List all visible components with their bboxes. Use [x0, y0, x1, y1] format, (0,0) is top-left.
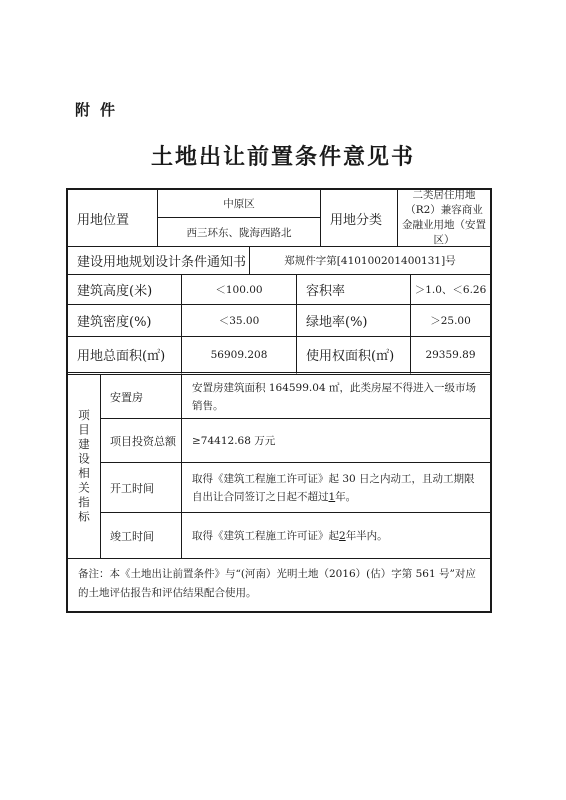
- completion-time-suffix: 年半内。: [345, 529, 388, 542]
- document-title: 土地出让前置条件意见书: [150, 144, 415, 170]
- landuse-label: 用地分类: [321, 190, 398, 247]
- start-time-suffix: 年。: [335, 490, 357, 503]
- attachment-label: 附件: [75, 101, 126, 119]
- location-street: 西三环东、陇海西路北: [158, 218, 321, 247]
- height-label: 建筑高度(米): [68, 275, 182, 305]
- row-content-start-time: [182, 463, 490, 513]
- project-indicators-text: 项目建设相关指标: [77, 408, 91, 525]
- density-value: ＜35.00: [182, 305, 297, 337]
- green-label: 绿地率(%): [297, 305, 411, 337]
- notice-label: 建设用地规划设计条件通知书: [68, 247, 250, 275]
- completion-time-years: 2: [339, 529, 346, 542]
- row-content-resettlement: 安置房建筑面积 164599.04 ㎡，此类房屋不得进入一级市场销售。: [182, 375, 490, 419]
- height-value: ＜100.00: [182, 275, 297, 305]
- row-label-resettlement: 安置房: [101, 375, 182, 419]
- green-value: ＞25.00: [411, 305, 490, 337]
- row-label-completion-time: 竣工时间: [101, 513, 182, 559]
- location-label: 用地位置: [68, 190, 158, 247]
- far-label: 容积率: [297, 275, 411, 305]
- start-time-years: 1: [328, 490, 336, 503]
- conditions-table: [66, 188, 492, 613]
- row-label-start-time: 开工时间: [101, 463, 182, 513]
- note: 备注：本《土地出让前置条件》与“(河南）光明土地（2016）(估）字第 561 号”对应的土地评估报告和评估结果配合使用。: [78, 568, 476, 599]
- row-label-investment: 项目投资总额: [101, 419, 182, 463]
- use-area-value: 29359.89: [411, 337, 490, 375]
- landuse-value: 二类居住用地（R2）兼容商业金融业用地（安置区）: [398, 190, 490, 247]
- total-area-label: 用地总面积(㎡): [68, 337, 182, 375]
- project-indicators-label: [68, 375, 101, 559]
- far-value: ＞1.0、＜6.26: [411, 275, 490, 305]
- row-content-completion-time: [182, 513, 490, 559]
- row-content-investment: ≥74412.68 万元: [182, 419, 490, 463]
- use-area-label: 使用权面积(㎡): [297, 337, 411, 375]
- total-area-value: 56909.208: [182, 337, 297, 375]
- location-district: 中原区: [158, 190, 321, 218]
- density-label: 建筑密度(%): [68, 305, 182, 337]
- start-time-text: 取得《建筑工程施工许可证》起 30 日之内动工，且动工期限自出让合同签订之日起不超过: [192, 472, 475, 503]
- completion-time-text: 取得《建筑工程施工许可证》起: [192, 529, 339, 542]
- notice-value: 郑规件字第[410100201400131]号: [250, 247, 490, 275]
